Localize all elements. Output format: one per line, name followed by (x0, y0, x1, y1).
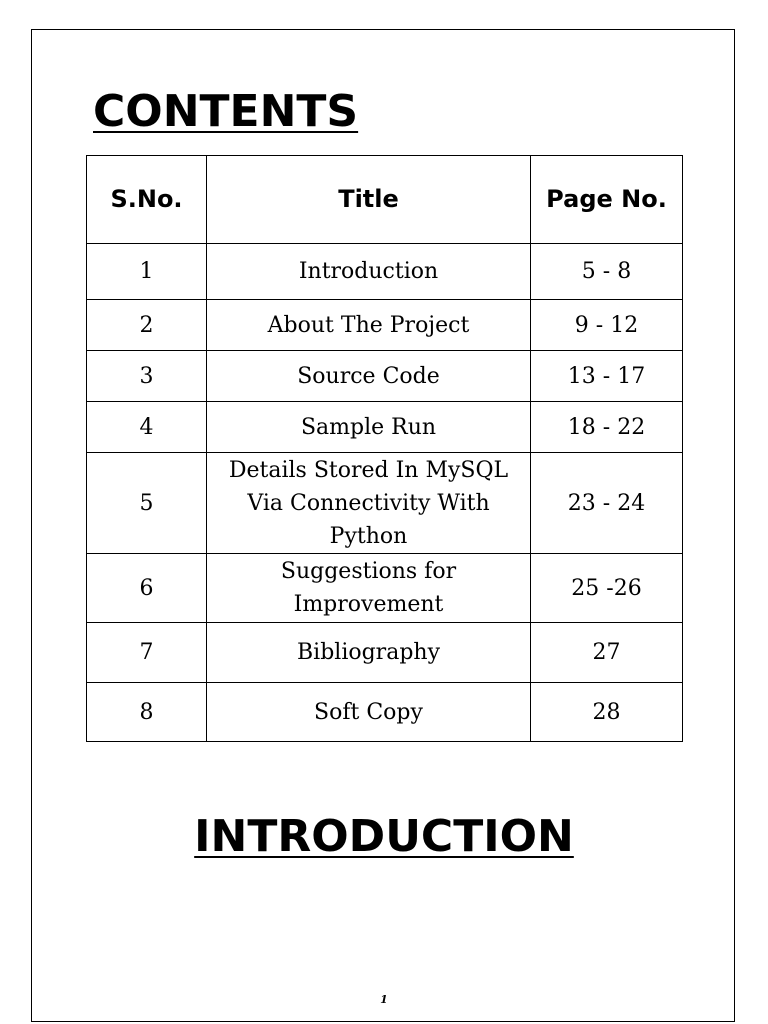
page-number: 1 (380, 993, 388, 1006)
table-row (87, 623, 683, 683)
cell-page: 13 - 17 (531, 351, 683, 402)
cell-page: 27 (531, 623, 683, 683)
cell-title: Source Code (207, 351, 531, 402)
header-page-no: Page No. (531, 156, 683, 244)
cell-title: Bibliography (207, 623, 531, 683)
cell-title: Suggestions for Improvement (207, 554, 531, 623)
contents-heading: CONTENTS (93, 86, 359, 137)
cell-page: 25 -26 (531, 554, 683, 623)
cell-title: Sample Run (207, 402, 531, 453)
table-row (87, 453, 683, 554)
cell-page: 28 (531, 683, 683, 742)
cell-title: About The Project (207, 300, 531, 351)
cell-sno: 2 (87, 300, 207, 351)
cell-page: 9 - 12 (531, 300, 683, 351)
cell-sno: 7 (87, 623, 207, 683)
table-row (87, 351, 683, 402)
table-row (87, 402, 683, 453)
cell-sno: 6 (87, 554, 207, 623)
table-row (87, 244, 683, 300)
cell-title: Introduction (207, 244, 531, 300)
cell-title: Soft Copy (207, 683, 531, 742)
header-sno: S.No. (87, 156, 207, 244)
cell-sno: 8 (87, 683, 207, 742)
header-title: Title (207, 156, 531, 244)
table-row (87, 554, 683, 623)
cell-page: 18 - 22 (531, 402, 683, 453)
table-row (87, 683, 683, 742)
cell-sno: 3 (87, 351, 207, 402)
contents-table (86, 155, 683, 742)
table-header-row (87, 156, 683, 244)
cell-sno: 1 (87, 244, 207, 300)
cell-title: Details Stored In MySQL Via Connectivity With Python (207, 453, 531, 554)
introduction-heading: INTRODUCTION (194, 811, 574, 862)
cell-sno: 5 (87, 453, 207, 554)
table-row (87, 300, 683, 351)
cell-sno: 4 (87, 402, 207, 453)
cell-page: 23 - 24 (531, 453, 683, 554)
cell-page: 5 - 8 (531, 244, 683, 300)
